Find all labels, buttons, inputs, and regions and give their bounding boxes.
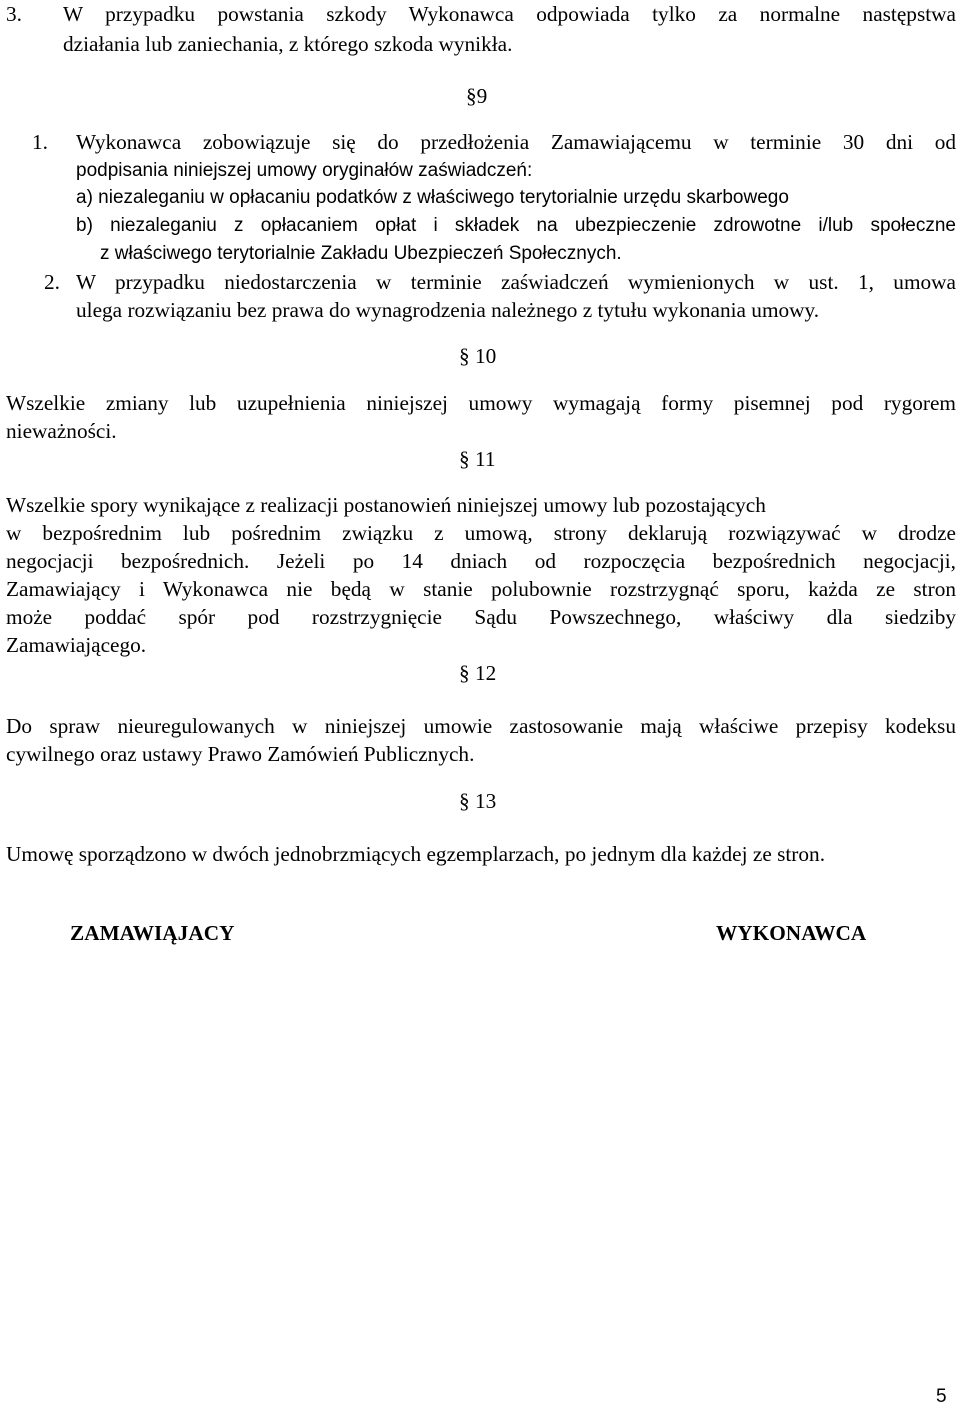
page-number: 5 (936, 1386, 947, 1407)
section-heading: § 11 (459, 447, 496, 471)
paragraph-line: Umowę sporządzono w dwóch jednobrzmiących egzemplarzach, po jednym dla każdej ze stron. (6, 842, 826, 866)
list-item: z właściwego terytorialnie Zakładu Ubezpieczeń Społecznych. (100, 243, 622, 264)
paragraph-line: Wszelkie zmiany lub uzupełnienia niniejszej umowy wymagają formy pisemnej pod rygorem (6, 391, 956, 415)
paragraph-line: działania lub zaniechania, z którego szkoda wynikła. (63, 32, 513, 56)
paragraph-line: cywilnego oraz ustawy Prawo Zamówień Publicznych. (6, 742, 475, 766)
section-heading: § 13 (459, 789, 497, 813)
item-number: 1. (32, 130, 48, 154)
paragraph-line: W przypadku powstania szkody Wykonawca odpowiada tylko za normalne następstwa (63, 2, 956, 26)
section-heading: § 10 (459, 344, 497, 368)
paragraph-line: może poddać spór pod rozstrzygnięcie Sądu Powszechnego, właściwy dla siedziby (6, 605, 956, 629)
item-number: 2. (44, 270, 60, 294)
paragraph-line: Wykonawca zobowiązuje się do przedłożenia Zamawiającemu w terminie 30 dni od (76, 130, 956, 154)
paragraph-line: Zamawiający i Wykonawca nie będą w stanie polubownie rozstrzygnąć sporu, każda ze stron (6, 577, 956, 601)
paragraph-line: Wszelkie spory wynikające z realizacji postanowień niniejszej umowy lub pozostających (6, 493, 766, 517)
list-item: a) niezaleganiu w opłacaniu podatków z właściwego terytorialnie urzędu skarbowego (76, 187, 789, 208)
item-number: 3. (6, 2, 22, 26)
list-item: b) niezaleganiu z opłacaniem opłat i składek na ubezpieczenie zdrowotne i/lub społeczne (76, 215, 956, 236)
paragraph-line: podpisania niniejszej umowy oryginałów zaświadczeń: (76, 160, 533, 181)
section-heading: §9 (466, 84, 488, 108)
signature-label-ordering-party: ZAMAWIĄJACY (70, 921, 235, 945)
paragraph-line: negocjacji bezpośrednich. Jeżeli po 14 dniach od rozpoczęcia bezpośrednich negocjacji, (6, 549, 956, 573)
paragraph-line: nieważności. (6, 419, 117, 443)
paragraph-line: Do spraw nieuregulowanych w niniejszej umowie zastosowanie mają właściwe przepisy kodeksu (6, 714, 956, 738)
section-heading: § 12 (459, 661, 497, 685)
paragraph-line: Zamawiającego. (6, 633, 147, 657)
paragraph-line: w bezpośrednim lub pośrednim związku z umową, strony deklarują rozwiązywać w drodze (6, 521, 956, 545)
paragraph-line: W przypadku niedostarczenia w terminie zaświadczeń wymienionych w ust. 1, umowa (76, 270, 956, 294)
signature-label-contractor: WYKONAWCA (716, 921, 867, 945)
paragraph-line: ulega rozwiązaniu bez prawa do wynagrodzenia należnego z tytułu wykonania umowy. (76, 298, 820, 322)
